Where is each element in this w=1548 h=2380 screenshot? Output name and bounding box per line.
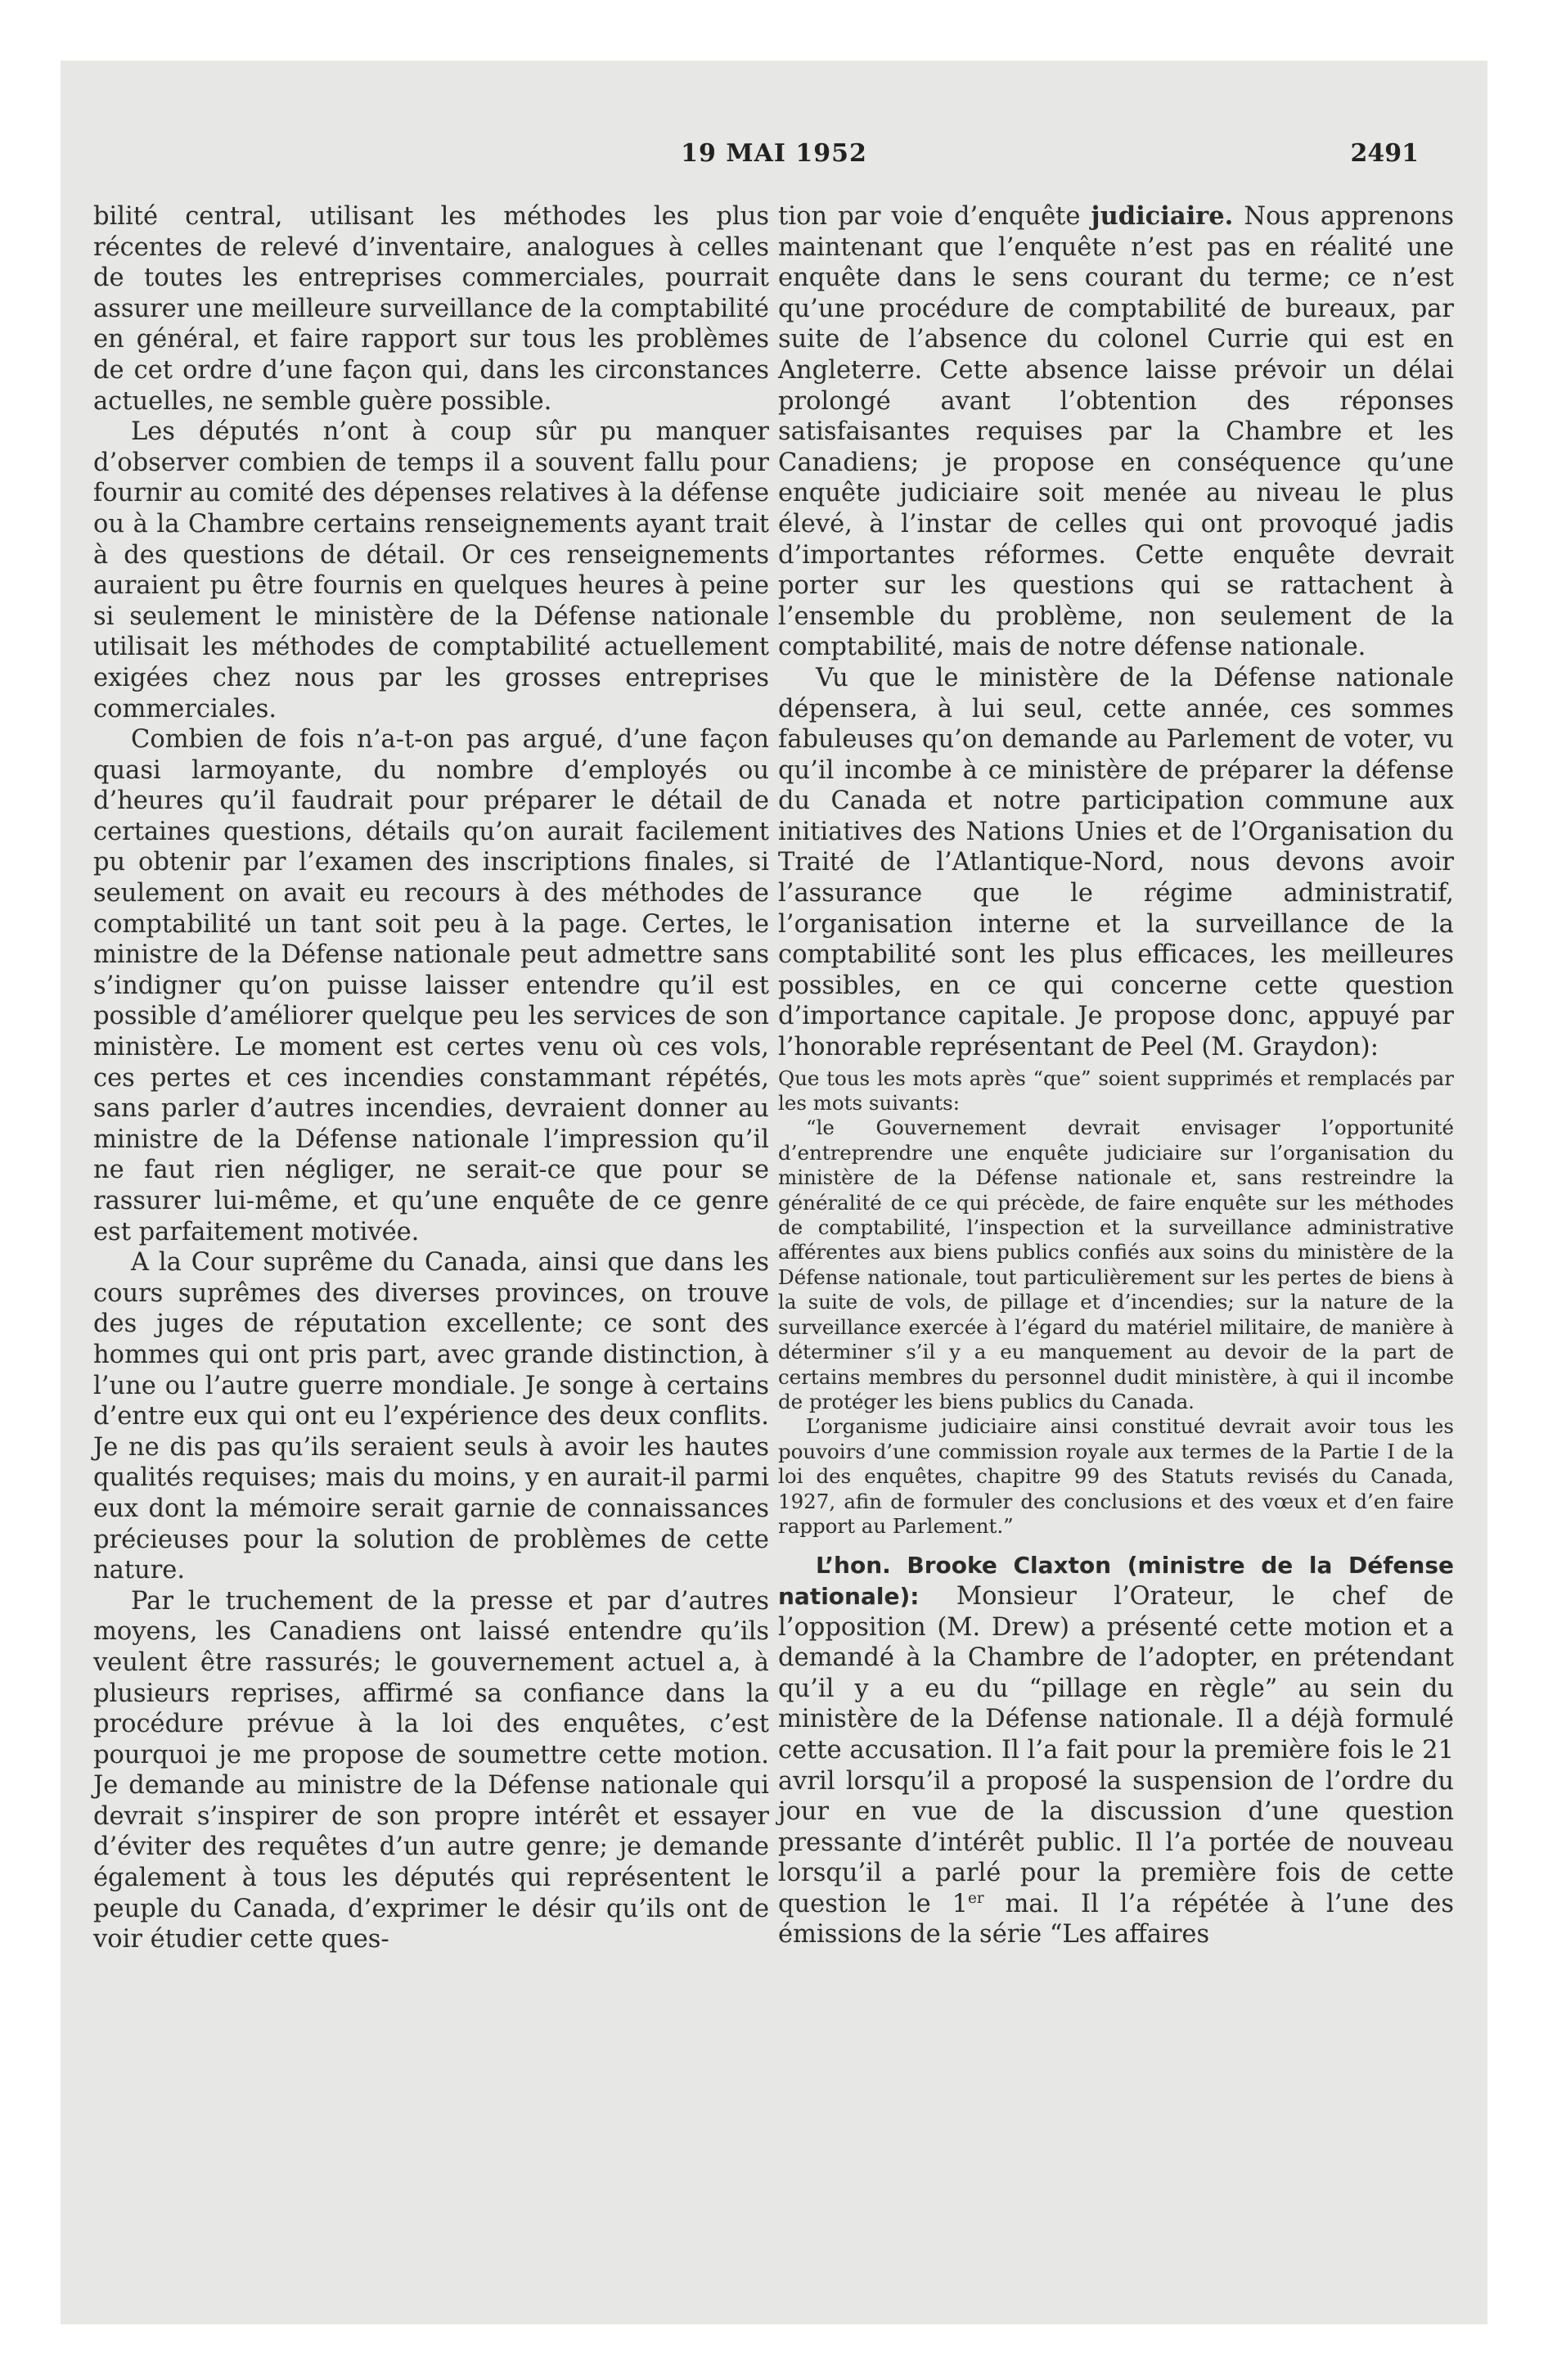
left-column <box>93 201 769 1955</box>
paragraph <box>778 201 1454 663</box>
paragraph: Combien de fois n’a-t-on pas argué, d’une façon quasi larmoyante, du nombre d’employés ou d’heures qu’il faudrait pour préparer le détail de certaines questions, détails qu’on aurait facilement pu obtenir par l’examen des inscriptions finales, si seulement on avait eu recours à des méthodes de comptabilité un tant soit peu à la page. Certes, le ministre de la Défense nationale peut admettre sans s’indigner qu’on puisse laisser entendre qu’il est possible d’améliorer quelque peu les services de son ministère. Le moment est certes venu où ces vols, ces pertes et ces incendies constammant répétés, sans parler d’autres incendies, devraient donner au ministre de la Défense nationale l’impression qu’il ne faut rien négliger, ne serait-ce que pour se rassurer lui-même, et qu’une enquête de ce genre est parfaitement motivée. <box>93 725 769 1246</box>
paragraph-text: Monsieur l’Orateur, le chef de l’opposition (M. Drew) a présenté cette motion et a demandé à la Chambre de l’adopter, en prétendant qu’il y a eu du “pillage en règle” au sein du ministère de la Défense nationale. Il a déjà formulé cette accusation. Il l’a fait pour la première fois le 21 avril lorsqu’il a proposé la suspension de l’ordre du jour en vue de la discussion d’une question pressante d’intérêt public. Il l’a portée de nouveau lorsqu’il a parlé pour la première fois de cette question le 1 <box>778 1581 1454 1918</box>
quote-paragraph: Que tous les mots après “que” soient supprimés et remplacés par les mots suivants: <box>778 1066 1454 1116</box>
page-date: 19 MAI 1952 <box>681 139 867 168</box>
paragraph-text: Nous apprenons maintenant que l’enquête n’est pas en réalité une enquête dans le sens courant du terme; ce n’est qu’une procédure de comptabilité de bureaux, par suite de l’absence du colonel Currie qui est en Angleterre. Cette absence laisse prévoir un délai prolongé avant l’obtention des réponses satisfaisantes requises par la Chambre et les Canadiens; je propose en conséquence qu’une enquête judiciaire soit menée au niveau le plus élevé, à l’instar de celles qui ont provoqué jadis d’importantes réformes. Cette enquête devrait porter sur les questions qui se rattachent à l’ensemble du problème, non seulement de la comptabilité, mais de notre défense nationale. <box>778 202 1454 662</box>
page-number: 2491 <box>1350 139 1419 168</box>
quote-paragraph: “le Gouvernement devrait envisager l’opportunité d’entreprendre une enquête judiciaire sur l’organisation du ministère de la Défense nationale et, sans restreindre la généralité de ce qui précède, de faire enquête sur les méthodes de comptabilité, l’inspection et la surveillance administrative afférentes aux biens publics confiés aux soins du ministère de la Défense nationale, tout particulièrement sur les pertes de biens à la suite de vols, de pillage et d’incendies; sur la nature de la surveillance exercée à l’égard du matériel militaire, de manière à déterminer s’il y a eu manquement au devoir de la part de certains membres du personnel dudit ministère, à qui il incombe de protéger les biens publics du Canada. <box>778 1116 1454 1413</box>
page-sheet <box>61 61 1487 2324</box>
paragraph: A la Cour suprême du Canada, ainsi que dans les cours suprêmes des diverses provinces, on trouve des juges de réputation excellente; ce sont des hommes qui ont pris part, avec grande distinction, à l’une ou l’autre guerre mondiale. Je songe à certains d’entre eux qui ont eu l’expérience des deux conflits. Je ne dis pas qu’ils seraient seuls à avoir les hautes qualités requises; mais du moins, y en aurait-il parmi eux dont la mémoire serait garnie de connaissances précieuses pour la solution de problèmes de cette nature. <box>93 1248 769 1585</box>
paragraph: Vu que le ministère de la Défense nationale dépensera, à lui seul, cette année, ces sommes fabuleuses qu’on demande au Parlement de voter, vu qu’il incombe à ce ministère de préparer la défense du Canada et notre participation commune aux initiatives des Nations Unies et de l’Organisation du Traité de l’Atlantique-Nord, nous devons avoir l’assurance que le régime administratif, l’organisation interne et la surveillance de la comptabilité sont les plus efficaces, les meilleures possibles, en ce qui concerne cette question d’importance capitale. Je propose donc, appuyé par l’honorable représentant de Peel (M. Graydon): <box>778 663 1454 1062</box>
paragraph-text: tion par voie d’enquête <box>778 202 1091 231</box>
paragraph: Par le truchement de la presse et par d’autres moyens, les Canadiens ont laissé entendre qu’ils veulent être rassurés; le gouvernement actuel a, à plusieurs reprises, affirmé sa confiance dans la procédure prévue à la loi des enquêtes, c’est pourquoi je me propose de soumettre cette motion. Je demande au ministre de la Défense nationale qui devrait s’inspirer de son propre intérêt et essayer d’éviter des requêtes d’un autre genre; je demande également à tous les députés qui représentent le peuple du Canada, d’exprimer le désir qu’ils ont de voir étudier cette ques- <box>93 1586 769 1954</box>
right-column <box>778 201 1454 1950</box>
superscript: er <box>968 1889 984 1907</box>
paragraph-text: mai. Il l’a répétée à l’une des émissions de la série “Les affaires <box>778 1889 1454 1950</box>
paragraph: Les députés n’ont à coup sûr pu manquer d’observer combien de temps il a souvent fallu pour fournir au comité des dépenses relatives à la défense ou à la Chambre certains renseignements ayant trait à des questions de détail. Or ces renseignements auraient pu être fournis en quelques heures à peine si seulement le ministère de la Défense nationale utilisait les méthodes de comptabilité actuellement exigées chez nous par les grosses entreprises commerciales. <box>93 417 769 723</box>
speaker-name: L’hon. Brooke Claxton (ministre de la Défense nationale): <box>778 1552 1454 1610</box>
speech-paragraph <box>778 1550 1454 1950</box>
quote-paragraph: L’organisme judiciaire ainsi constitué devrait avoir tous les pouvoirs d’une commission royale aux termes de la Partie I de la loi des enquêtes, chapitre 99 des Statuts revisés du Canada, 1927, afin de formuler des conclusions et des vœux et d’en faire rapport au Parlement.” <box>778 1414 1454 1538</box>
page-header <box>61 139 1487 172</box>
paragraph: bilité central, utilisant les méthodes les plus récentes de relevé d’inventaire, analogues à celles de toutes les entreprises commerciales, pourrait assurer une meilleure surveillance de la comptabilité en général, et faire rapport sur tous les problèmes de cet ordre d’une façon qui, dans les circonstances actuelles, ne semble guère possible. <box>93 202 769 416</box>
motion-quote <box>778 1066 1454 1539</box>
bold-word: judiciaire. <box>1091 201 1234 231</box>
